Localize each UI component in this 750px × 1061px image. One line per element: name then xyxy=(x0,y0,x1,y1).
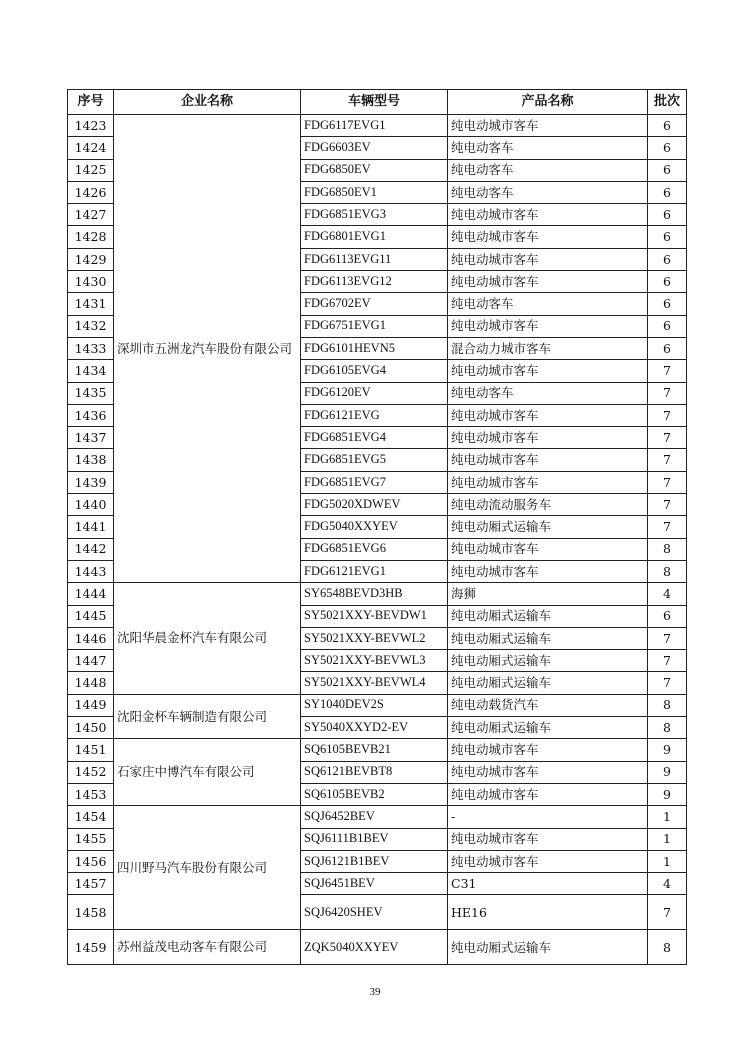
product-cell: 纯电动载货汽车 xyxy=(448,694,648,716)
serial-cell: 1440 xyxy=(68,494,114,516)
model-cell: SQ6105BEVB21 xyxy=(301,739,448,761)
table-row xyxy=(68,739,687,761)
batch-cell: 7 xyxy=(648,404,687,426)
serial-cell: 1451 xyxy=(68,739,114,761)
model-cell: FDG6751EVG1 xyxy=(301,315,448,337)
model-cell: SY1040DEV2S xyxy=(301,694,448,716)
product-cell: 纯电动城市客车 xyxy=(448,739,648,761)
serial-cell: 1449 xyxy=(68,694,114,716)
serial-cell: 1450 xyxy=(68,717,114,739)
batch-cell: 7 xyxy=(648,627,687,649)
table-row xyxy=(68,806,687,828)
product-cell: 纯电动流动服务车 xyxy=(448,494,648,516)
product-cell: 纯电动厢式运输车 xyxy=(448,627,648,649)
model-cell: SY5021XXY-BEVWL2 xyxy=(301,627,448,649)
model-cell: SQJ6121B1BEV xyxy=(301,850,448,872)
table-row xyxy=(68,115,687,137)
product-cell: 纯电动城市客车 xyxy=(448,449,648,471)
serial-cell: 1456 xyxy=(68,850,114,872)
product-cell: 纯电动客车 xyxy=(448,159,648,181)
header-product: 产品名称 xyxy=(448,90,648,115)
serial-cell: 1443 xyxy=(68,560,114,582)
batch-cell: 6 xyxy=(648,293,687,315)
model-cell: FDG6851EVG5 xyxy=(301,449,448,471)
batch-cell: 6 xyxy=(648,137,687,159)
company-cell: 苏州益茂电动客车有限公司 xyxy=(114,930,301,965)
model-cell: FDG6121EVG xyxy=(301,404,448,426)
batch-cell: 1 xyxy=(648,828,687,850)
model-cell: FDG6603EV xyxy=(301,137,448,159)
serial-cell: 1453 xyxy=(68,783,114,805)
header-model: 车辆型号 xyxy=(301,90,448,115)
batch-cell: 7 xyxy=(648,360,687,382)
product-cell: 纯电动城市客车 xyxy=(448,271,648,293)
product-cell: 纯电动城市客车 xyxy=(448,560,648,582)
batch-cell: 7 xyxy=(648,449,687,471)
product-cell: 纯电动城市客车 xyxy=(448,783,648,805)
serial-cell: 1447 xyxy=(68,650,114,672)
batch-cell: 7 xyxy=(648,672,687,694)
model-cell: SQ6105BEVB2 xyxy=(301,783,448,805)
model-cell: FDG6851EVG6 xyxy=(301,538,448,560)
model-cell: FDG6101HEVN5 xyxy=(301,337,448,359)
batch-cell: 9 xyxy=(648,739,687,761)
serial-cell: 1448 xyxy=(68,672,114,694)
serial-cell: 1446 xyxy=(68,627,114,649)
serial-cell: 1432 xyxy=(68,315,114,337)
product-cell: 纯电动城市客车 xyxy=(448,115,648,137)
product-cell: HE16 xyxy=(448,895,648,930)
model-cell: ZQK5040XXYEV xyxy=(301,930,448,965)
batch-cell: 7 xyxy=(648,382,687,404)
table-row xyxy=(68,930,687,965)
product-cell: 纯电动厢式运输车 xyxy=(448,605,648,627)
serial-cell: 1428 xyxy=(68,226,114,248)
product-cell: 纯电动厢式运输车 xyxy=(448,672,648,694)
serial-cell: 1423 xyxy=(68,115,114,137)
product-cell: - xyxy=(448,806,648,828)
product-cell: 纯电动客车 xyxy=(448,382,648,404)
model-cell: FDG6801EVG1 xyxy=(301,226,448,248)
product-cell: 纯电动厢式运输车 xyxy=(448,930,648,965)
serial-cell: 1435 xyxy=(68,382,114,404)
model-cell: SY5021XXY-BEVWL4 xyxy=(301,672,448,694)
serial-cell: 1439 xyxy=(68,471,114,493)
serial-cell: 1438 xyxy=(68,449,114,471)
model-cell: FDG6702EV xyxy=(301,293,448,315)
serial-cell: 1431 xyxy=(68,293,114,315)
header-serial: 序号 xyxy=(68,90,114,115)
model-cell: FDG6121EVG1 xyxy=(301,560,448,582)
header-batch: 批次 xyxy=(648,90,687,115)
batch-cell: 1 xyxy=(648,806,687,828)
serial-cell: 1437 xyxy=(68,427,114,449)
header-company: 企业名称 xyxy=(114,90,301,115)
model-cell: FDG6117EVG1 xyxy=(301,115,448,137)
model-cell: FDG6105EVG4 xyxy=(301,360,448,382)
product-cell: 纯电动城市客车 xyxy=(448,427,648,449)
batch-cell: 8 xyxy=(648,560,687,582)
product-cell: 纯电动厢式运输车 xyxy=(448,516,648,538)
batch-cell: 7 xyxy=(648,427,687,449)
batch-cell: 7 xyxy=(648,471,687,493)
batch-cell: 9 xyxy=(648,761,687,783)
batch-cell: 8 xyxy=(648,538,687,560)
model-cell: SQ6121BEVBT8 xyxy=(301,761,448,783)
model-cell: FDG6851EVG3 xyxy=(301,204,448,226)
model-cell: SQJ6451BEV xyxy=(301,873,448,895)
serial-cell: 1441 xyxy=(68,516,114,538)
serial-cell: 1429 xyxy=(68,248,114,270)
company-cell: 四川野马汽车股份有限公司 xyxy=(114,806,301,930)
batch-cell: 7 xyxy=(648,650,687,672)
company-cell: 沈阳金杯车辆制造有限公司 xyxy=(114,694,301,739)
vehicle-catalog-table xyxy=(67,89,687,965)
batch-cell: 9 xyxy=(648,783,687,805)
serial-cell: 1458 xyxy=(68,895,114,930)
product-cell: 纯电动城市客车 xyxy=(448,850,648,872)
product-cell: 纯电动城市客车 xyxy=(448,315,648,337)
batch-cell: 6 xyxy=(648,337,687,359)
product-cell: 纯电动城市客车 xyxy=(448,226,648,248)
model-cell: FDG5040XXYEV xyxy=(301,516,448,538)
serial-cell: 1452 xyxy=(68,761,114,783)
product-cell: 纯电动客车 xyxy=(448,293,648,315)
product-cell: 纯电动厢式运输车 xyxy=(448,717,648,739)
model-cell: FDG6120EV xyxy=(301,382,448,404)
product-cell: 纯电动城市客车 xyxy=(448,761,648,783)
batch-cell: 8 xyxy=(648,930,687,965)
header-row xyxy=(68,90,687,115)
model-cell: SQJ6452BEV xyxy=(301,806,448,828)
serial-cell: 1436 xyxy=(68,404,114,426)
product-cell: 纯电动城市客车 xyxy=(448,248,648,270)
model-cell: FDG6851EVG7 xyxy=(301,471,448,493)
serial-cell: 1434 xyxy=(68,360,114,382)
batch-cell: 4 xyxy=(648,873,687,895)
serial-cell: 1444 xyxy=(68,583,114,605)
batch-cell: 6 xyxy=(648,248,687,270)
product-cell: 海狮 xyxy=(448,583,648,605)
product-cell: 纯电动厢式运输车 xyxy=(448,650,648,672)
model-cell: SQJ6111B1BEV xyxy=(301,828,448,850)
product-cell: 纯电动客车 xyxy=(448,181,648,203)
model-cell: SY5021XXY-BEVWL3 xyxy=(301,650,448,672)
model-cell: FDG5020XDWEV xyxy=(301,494,448,516)
model-cell: FDG6113EVG12 xyxy=(301,271,448,293)
batch-cell: 6 xyxy=(648,115,687,137)
batch-cell: 4 xyxy=(648,583,687,605)
batch-cell: 6 xyxy=(648,605,687,627)
model-cell: SY5021XXY-BEVDW1 xyxy=(301,605,448,627)
batch-cell: 6 xyxy=(648,159,687,181)
batch-cell: 8 xyxy=(648,717,687,739)
product-cell: 纯电动城市客车 xyxy=(448,404,648,426)
serial-cell: 1445 xyxy=(68,605,114,627)
batch-cell: 6 xyxy=(648,271,687,293)
company-cell: 石家庄中博汽车有限公司 xyxy=(114,739,301,806)
model-cell: FDG6851EVG4 xyxy=(301,427,448,449)
serial-cell: 1426 xyxy=(68,181,114,203)
product-cell: 混合动力城市客车 xyxy=(448,337,648,359)
product-cell: 纯电动城市客车 xyxy=(448,471,648,493)
batch-cell: 6 xyxy=(648,181,687,203)
batch-cell: 6 xyxy=(648,226,687,248)
serial-cell: 1455 xyxy=(68,828,114,850)
product-cell: 纯电动城市客车 xyxy=(448,360,648,382)
batch-cell: 6 xyxy=(648,315,687,337)
product-cell: 纯电动客车 xyxy=(448,137,648,159)
batch-cell: 7 xyxy=(648,895,687,930)
batch-cell: 7 xyxy=(648,494,687,516)
product-cell: 纯电动城市客车 xyxy=(448,828,648,850)
model-cell: SY5040XXYD2-EV xyxy=(301,717,448,739)
table-row xyxy=(68,694,687,716)
serial-cell: 1427 xyxy=(68,204,114,226)
batch-cell: 8 xyxy=(648,694,687,716)
model-cell: FDG6850EV1 xyxy=(301,181,448,203)
model-cell: FDG6850EV xyxy=(301,159,448,181)
batch-cell: 6 xyxy=(648,204,687,226)
product-cell: 纯电动城市客车 xyxy=(448,538,648,560)
table-body xyxy=(68,115,687,965)
company-cell: 沈阳华晨金杯汽车有限公司 xyxy=(114,583,301,694)
serial-cell: 1424 xyxy=(68,137,114,159)
serial-cell: 1457 xyxy=(68,873,114,895)
serial-cell: 1454 xyxy=(68,806,114,828)
page-number: 39 xyxy=(369,986,381,998)
batch-cell: 1 xyxy=(648,850,687,872)
batch-cell: 7 xyxy=(648,516,687,538)
table-row xyxy=(68,583,687,605)
model-cell: SY6548BEVD3HB xyxy=(301,583,448,605)
model-cell: SQJ6420SHEV xyxy=(301,895,448,930)
serial-cell: 1442 xyxy=(68,538,114,560)
serial-cell: 1433 xyxy=(68,337,114,359)
serial-cell: 1425 xyxy=(68,159,114,181)
serial-cell: 1459 xyxy=(68,930,114,965)
model-cell: FDG6113EVG11 xyxy=(301,248,448,270)
serial-cell: 1430 xyxy=(68,271,114,293)
product-cell: 纯电动城市客车 xyxy=(448,204,648,226)
product-cell: C31 xyxy=(448,873,648,895)
company-cell: 深圳市五洲龙汽车股份有限公司 xyxy=(114,115,301,583)
